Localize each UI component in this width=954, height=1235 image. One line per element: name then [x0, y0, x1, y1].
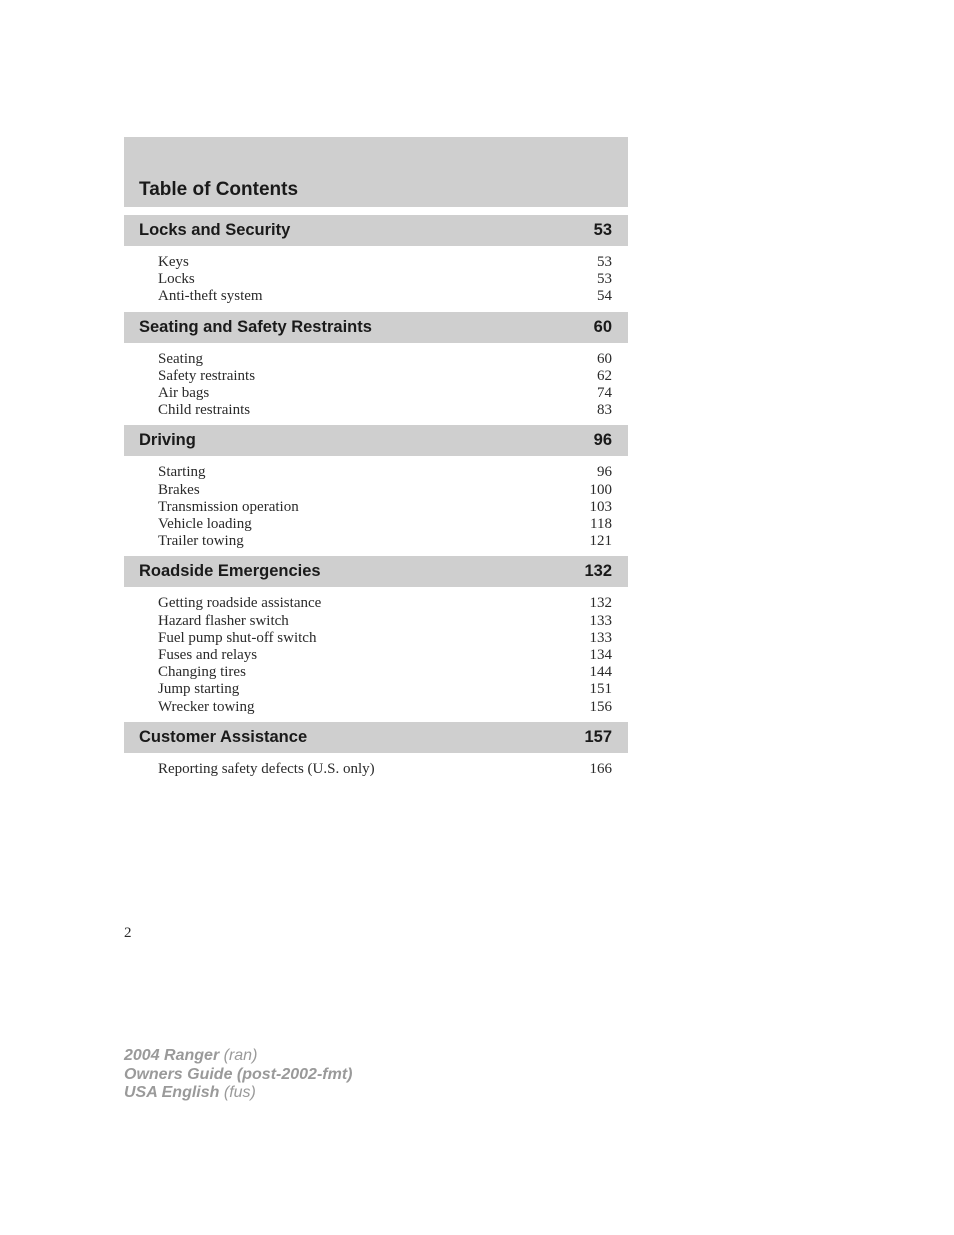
- toc-entry-label: Locks: [158, 271, 195, 288]
- toc-entry-label: Fuel pump shut-off switch: [158, 629, 317, 646]
- footer-language-code: (fus): [223, 1084, 256, 1101]
- toc-entry-label: Reporting safety defects (U.S. only): [158, 760, 375, 777]
- toc-entry[interactable]: [158, 533, 612, 550]
- toc-entry[interactable]: [158, 254, 612, 271]
- footer-line-3: [124, 1084, 352, 1103]
- toc-entry-page: 144: [589, 664, 612, 681]
- toc-entry-label: Anti-theft system: [158, 288, 263, 305]
- toc-entry[interactable]: [158, 464, 612, 481]
- toc-entry[interactable]: [158, 516, 612, 533]
- toc-section-title: Customer Assistance: [139, 727, 308, 746]
- toc-entry[interactable]: [158, 351, 612, 368]
- toc-entry[interactable]: [158, 271, 612, 288]
- toc-entry-label: Changing tires: [158, 664, 246, 681]
- page-number: 2: [124, 925, 132, 941]
- footer-model: 2004 Ranger: [124, 1047, 220, 1064]
- toc-entry-page: 54: [597, 288, 612, 305]
- toc-entry-page: 96: [597, 464, 612, 481]
- toc-entry-page: 103: [589, 498, 612, 515]
- toc-entry-label: Getting roadside assistance: [158, 595, 322, 612]
- toc-entry[interactable]: [158, 664, 612, 681]
- toc-entry[interactable]: [158, 613, 612, 630]
- toc-section-header[interactable]: [124, 556, 628, 587]
- toc-entry-page: 156: [589, 698, 612, 715]
- toc-entry-label: Trailer towing: [158, 533, 244, 550]
- toc-entry-page: 62: [597, 367, 612, 384]
- footer-line-2: [124, 1066, 352, 1085]
- toc-entry-page: 118: [590, 516, 612, 533]
- toc-entry-page: 60: [597, 350, 612, 367]
- toc-section-items: [124, 753, 628, 784]
- toc-entry[interactable]: [158, 499, 612, 516]
- toc-entry-page: 132: [589, 595, 612, 612]
- toc-header: [124, 137, 628, 207]
- toc-section-title: Roadside Emergencies: [139, 562, 321, 581]
- toc-entry-label: Child restraints: [158, 402, 251, 419]
- toc-entry[interactable]: [158, 288, 612, 305]
- toc-entry-label: Brakes: [158, 481, 200, 498]
- toc-entry-label: Seating: [158, 350, 203, 367]
- toc-entry-page: 121: [589, 533, 612, 550]
- toc-section-page: 132: [584, 562, 612, 581]
- toc-section-items: [124, 587, 628, 721]
- toc-entry-label: Wrecker towing: [158, 698, 255, 715]
- toc-section-items: [124, 456, 628, 556]
- toc-entry[interactable]: [158, 482, 612, 499]
- toc-entry[interactable]: [158, 761, 612, 778]
- footer-model-code: (ran): [223, 1047, 258, 1064]
- footer-language: USA English: [124, 1084, 220, 1101]
- toc-section-items: [124, 246, 628, 312]
- footer-guide: Owners Guide (post-2002-fmt): [124, 1065, 353, 1083]
- page-title: Table of Contents: [139, 179, 299, 200]
- footer: [124, 1047, 352, 1103]
- toc-entry-label: Vehicle loading: [158, 516, 252, 533]
- toc-section-page: 53: [593, 221, 612, 239]
- toc-entry-label: Fuses and relays: [158, 647, 258, 664]
- toc-section-title: Seating and Safety Restraints: [139, 317, 372, 336]
- toc-entry-page: 83: [597, 402, 612, 419]
- toc-body: [124, 215, 628, 784]
- toc-entry[interactable]: [158, 402, 612, 419]
- toc-section-page: 60: [593, 317, 612, 336]
- toc-section-page: 157: [584, 727, 612, 746]
- toc-section-title: Driving: [139, 431, 196, 450]
- toc-entry[interactable]: [158, 385, 612, 402]
- toc-section-header[interactable]: [124, 722, 628, 753]
- toc-entry-label: Air bags: [158, 385, 210, 402]
- toc-entry-page: 74: [597, 385, 612, 402]
- footer-line-1: [124, 1047, 352, 1066]
- toc-entry[interactable]: [158, 368, 612, 385]
- toc-entry[interactable]: [158, 630, 612, 647]
- toc-entry[interactable]: [158, 699, 612, 716]
- toc-section-items: [124, 343, 628, 426]
- toc-entry-label: Jump starting: [158, 681, 240, 698]
- toc-section-header[interactable]: [124, 425, 628, 456]
- toc-section-page: 96: [593, 431, 612, 450]
- toc-entry-page: 134: [589, 647, 612, 664]
- toc-entry-page: 133: [589, 629, 612, 646]
- toc-entry-label: Hazard flasher switch: [158, 612, 289, 629]
- toc-entry-page: 151: [589, 681, 612, 698]
- toc-entry-label: Transmission operation: [158, 498, 299, 515]
- toc-section-header[interactable]: [124, 215, 628, 246]
- toc-section-title: Locks and Security: [139, 221, 291, 239]
- toc-entry-label: Starting: [158, 464, 206, 481]
- toc-entry-page: 133: [589, 612, 612, 629]
- toc-entry-page: 166: [589, 760, 612, 777]
- toc-entry-page: 53: [597, 254, 612, 270]
- toc-entry[interactable]: [158, 595, 612, 612]
- toc-entry-label: Safety restraints: [158, 367, 256, 384]
- toc-entry[interactable]: [158, 647, 612, 664]
- toc-entry-page: 100: [589, 481, 612, 498]
- toc-entry-label: Keys: [158, 254, 189, 270]
- toc-section-header[interactable]: [124, 312, 628, 343]
- toc-entry[interactable]: [158, 681, 612, 698]
- toc-entry-page: 53: [597, 271, 612, 288]
